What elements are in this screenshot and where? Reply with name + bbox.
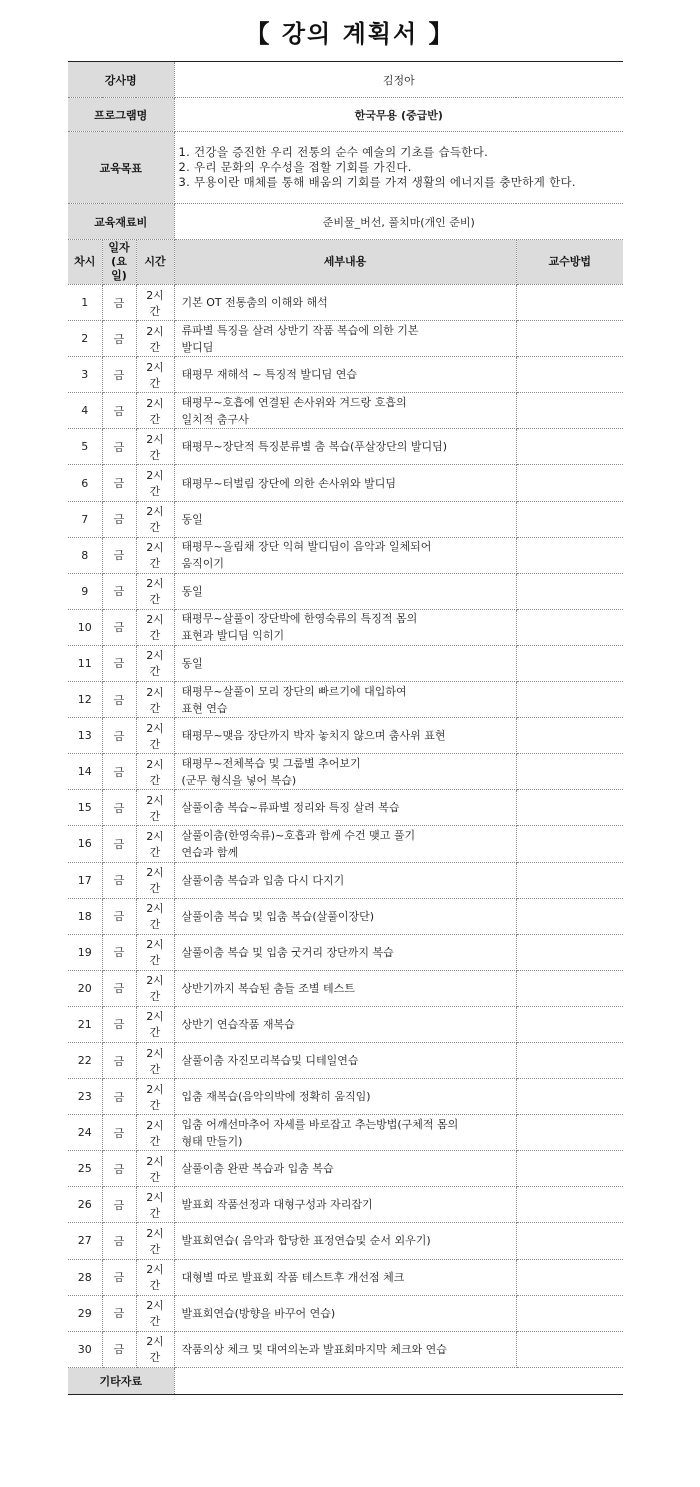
session-details — [174, 645, 516, 681]
session-time: 2시간 — [136, 429, 174, 465]
session-time: 2시간 — [136, 826, 174, 862]
session-number: 17 — [68, 862, 102, 898]
session-method — [516, 790, 623, 826]
session-day: 금 — [102, 537, 136, 573]
session-row — [68, 321, 623, 357]
details-line: 태평무~살풀이 모리 장단의 빠르기에 대입하여 — [181, 684, 407, 698]
goal-line: 2. 우리 문화의 우수성을 접할 기회를 가진다. — [178, 160, 412, 174]
session-row — [68, 609, 623, 645]
details-line: 발디딤 — [181, 340, 214, 354]
session-method — [516, 898, 623, 934]
details-line: 동일 — [181, 584, 203, 598]
details-line: 발표회연습( 음악과 합당한 표정연습및 순서 외우기) — [181, 1234, 431, 1248]
session-details — [174, 573, 516, 609]
session-number: 12 — [68, 682, 102, 718]
session-number: 8 — [68, 537, 102, 573]
session-number: 6 — [68, 465, 102, 501]
session-details — [174, 898, 516, 934]
session-method — [516, 1151, 623, 1187]
session-details — [174, 321, 516, 357]
session-number: 19 — [68, 934, 102, 970]
session-time: 2시간 — [136, 609, 174, 645]
session-number: 29 — [68, 1295, 102, 1331]
session-row — [68, 718, 623, 754]
session-method — [516, 537, 623, 573]
session-time: 2시간 — [136, 321, 174, 357]
session-details — [174, 537, 516, 573]
details-line: 류파별 특징을 살려 상반기 작품 복습에 의한 기본 — [181, 323, 419, 337]
session-details — [174, 1006, 516, 1042]
session-day: 금 — [102, 501, 136, 537]
session-day: 금 — [102, 465, 136, 501]
session-time: 2시간 — [136, 285, 174, 321]
session-time: 2시간 — [136, 357, 174, 393]
session-method — [516, 862, 623, 898]
session-day: 금 — [102, 862, 136, 898]
details-line: 태평무~장단적 특징분류별 춤 복습(푸살장단의 발디딤) — [181, 440, 448, 454]
session-day: 금 — [102, 790, 136, 826]
session-time: 2시간 — [136, 898, 174, 934]
session-number: 3 — [68, 357, 102, 393]
session-day: 금 — [102, 609, 136, 645]
column-header-row — [68, 240, 623, 285]
details-line: 태평무~올림채 장단 익혀 발디딤이 음악과 일체되어 — [181, 540, 432, 554]
session-number: 27 — [68, 1223, 102, 1259]
session-details — [174, 1295, 516, 1331]
session-details — [174, 393, 516, 429]
session-day: 금 — [102, 718, 136, 754]
program-name: 한국무용 (중급반) — [174, 98, 623, 132]
session-details — [174, 1259, 516, 1295]
details-line: 태평무~전체복습 및 그룹별 추어보기 — [181, 756, 361, 770]
session-number: 10 — [68, 609, 102, 645]
program-row — [68, 98, 623, 132]
session-day: 금 — [102, 429, 136, 465]
session-row — [68, 1259, 623, 1295]
session-row — [68, 754, 623, 790]
details-line: 표현과 발디딤 익히기 — [181, 629, 285, 643]
session-day: 금 — [102, 1187, 136, 1223]
session-row — [68, 1187, 623, 1223]
session-row — [68, 862, 623, 898]
other-materials-label: 기타자료 — [68, 1367, 174, 1394]
session-time: 2시간 — [136, 1115, 174, 1151]
session-time: 2시간 — [136, 790, 174, 826]
session-number: 21 — [68, 1006, 102, 1042]
session-method — [516, 1187, 623, 1223]
session-details — [174, 429, 516, 465]
session-number: 5 — [68, 429, 102, 465]
materials-text: 준비물_버선, 풀치마(개인 준비) — [174, 204, 623, 240]
session-row — [68, 537, 623, 573]
session-row — [68, 1151, 623, 1187]
session-time: 2시간 — [136, 1079, 174, 1115]
session-row — [68, 645, 623, 681]
session-number: 1 — [68, 285, 102, 321]
session-day: 금 — [102, 321, 136, 357]
session-time: 2시간 — [136, 573, 174, 609]
session-number: 20 — [68, 970, 102, 1006]
session-number: 23 — [68, 1079, 102, 1115]
details-line: 발표회 작품선정과 대형구성과 자리잡기 — [181, 1198, 373, 1212]
program-label: 프로그램명 — [68, 98, 174, 132]
details-line: 태평무 재해석 ~ 특징적 발디딤 연습 — [181, 368, 357, 382]
session-number: 4 — [68, 393, 102, 429]
session-method — [516, 645, 623, 681]
session-details — [174, 357, 516, 393]
session-time: 2시간 — [136, 1259, 174, 1295]
session-row — [68, 501, 623, 537]
session-details — [174, 1331, 516, 1367]
session-method — [516, 501, 623, 537]
session-details — [174, 1151, 516, 1187]
session-number: 2 — [68, 321, 102, 357]
session-method — [516, 1223, 623, 1259]
goal-line: 3. 무용이란 매체를 통해 배움의 기회를 가져 생활의 에너지를 충만하게 한다. — [178, 175, 576, 189]
session-method — [516, 573, 623, 609]
date-header — [102, 240, 136, 285]
session-day: 금 — [102, 1295, 136, 1331]
session-details — [174, 285, 516, 321]
session-number: 28 — [68, 1259, 102, 1295]
session-time: 2시간 — [136, 1295, 174, 1331]
date-header-line1: 일자 — [108, 241, 130, 254]
session-day: 금 — [102, 645, 136, 681]
session-number: 11 — [68, 645, 102, 681]
session-method — [516, 465, 623, 501]
session-row — [68, 682, 623, 718]
details-line: 표현 연습 — [181, 701, 228, 715]
session-time: 2시간 — [136, 501, 174, 537]
other-materials-row — [68, 1367, 623, 1394]
session-row — [68, 1223, 623, 1259]
session-details — [174, 501, 516, 537]
session-time: 2시간 — [136, 754, 174, 790]
details-line: 살풀이춤 복습~류파별 정리와 특징 살려 복습 — [181, 801, 400, 815]
session-row — [68, 790, 623, 826]
session-method — [516, 429, 623, 465]
session-day: 금 — [102, 934, 136, 970]
session-time: 2시간 — [136, 1151, 174, 1187]
session-row — [68, 1295, 623, 1331]
session-details — [174, 934, 516, 970]
session-row — [68, 429, 623, 465]
details-line: 발표회연습(방향을 바꾸어 연습) — [181, 1306, 336, 1320]
session-time: 2시간 — [136, 1331, 174, 1367]
session-time: 2시간 — [136, 1042, 174, 1078]
details-line: 상반기까지 복습된 춤들 조별 테스트 — [181, 981, 355, 995]
session-row — [68, 898, 623, 934]
session-method — [516, 609, 623, 645]
session-method — [516, 934, 623, 970]
document-title: 【 강의 계획서 】 — [245, 20, 455, 48]
session-day: 금 — [102, 1006, 136, 1042]
details-line: 태평무~맺음 장단까지 박자 놓치지 않으며 춤사위 표현 — [181, 729, 446, 743]
session-method — [516, 393, 623, 429]
details-line: 태평무~터벌림 장단에 의한 손사위와 발디딤 — [181, 476, 396, 490]
details-line: 움직이기 — [181, 557, 225, 571]
details-line: 입춤 재복습(음악의박에 정확히 움직임) — [181, 1090, 371, 1104]
session-number: 22 — [68, 1042, 102, 1078]
session-details — [174, 465, 516, 501]
session-row — [68, 573, 623, 609]
session-time: 2시간 — [136, 393, 174, 429]
details-line: 연습과 함께 — [181, 845, 239, 859]
session-details — [174, 826, 516, 862]
session-number: 14 — [68, 754, 102, 790]
details-line: 동일 — [181, 512, 203, 526]
session-number: 24 — [68, 1115, 102, 1151]
goals-text — [174, 132, 623, 204]
details-line: 입춤 어깨선마추어 자세를 바로잡고 추는방법(구체적 몸의 — [181, 1117, 459, 1131]
session-number: 18 — [68, 898, 102, 934]
session-number: 30 — [68, 1331, 102, 1367]
instructor-name: 김정아 — [174, 62, 623, 98]
session-day: 금 — [102, 1079, 136, 1115]
session-time: 2시간 — [136, 1223, 174, 1259]
goals-row — [68, 132, 623, 204]
session-method — [516, 1259, 623, 1295]
session-number: 15 — [68, 790, 102, 826]
session-method — [516, 321, 623, 357]
session-method — [516, 970, 623, 1006]
materials-label: 교육재료비 — [68, 204, 174, 240]
session-row — [68, 1042, 623, 1078]
session-details — [174, 1042, 516, 1078]
details-line: 살풀이춤 완판 복습과 입춤 복습 — [181, 1162, 334, 1176]
session-day: 금 — [102, 1331, 136, 1367]
details-line: 일치적 춤구사 — [181, 412, 249, 426]
details-line: 살풀이춤(한영숙류)~호흡과 함께 수건 맺고 풀기 — [181, 828, 416, 842]
session-details — [174, 970, 516, 1006]
session-method — [516, 682, 623, 718]
session-day: 금 — [102, 1259, 136, 1295]
session-method — [516, 718, 623, 754]
session-day: 금 — [102, 573, 136, 609]
lecture-plan-table — [68, 61, 623, 1395]
session-method — [516, 1042, 623, 1078]
details-header: 세부내용 — [174, 240, 516, 285]
session-number: 13 — [68, 718, 102, 754]
details-line: 대형별 따로 발표회 작품 테스트후 개선점 체크 — [181, 1270, 405, 1284]
session-details — [174, 1115, 516, 1151]
session-method — [516, 1331, 623, 1367]
session-day: 금 — [102, 393, 136, 429]
session-number: 25 — [68, 1151, 102, 1187]
session-method — [516, 1079, 623, 1115]
date-header-line2: (요일) — [111, 255, 127, 282]
session-details — [174, 1079, 516, 1115]
session-method — [516, 754, 623, 790]
session-row — [68, 357, 623, 393]
session-row — [68, 393, 623, 429]
session-details — [174, 1187, 516, 1223]
other-materials-value — [174, 1367, 623, 1394]
details-line: 기본 OT 전통춤의 이해와 해석 — [181, 296, 328, 310]
session-method — [516, 285, 623, 321]
session-time: 2시간 — [136, 537, 174, 573]
session-number: 7 — [68, 501, 102, 537]
details-line: 태평무~살풀이 장단박에 한영숙류의 특징적 몸의 — [181, 612, 418, 626]
session-row — [68, 970, 623, 1006]
details-line: 살풀이춤 복습과 입춤 다시 다지기 — [181, 873, 345, 887]
session-day: 금 — [102, 826, 136, 862]
session-method — [516, 1115, 623, 1151]
session-details — [174, 718, 516, 754]
materials-row — [68, 204, 623, 240]
session-time: 2시간 — [136, 465, 174, 501]
session-details — [174, 754, 516, 790]
goals-label: 교육목표 — [68, 132, 174, 204]
session-row — [68, 1079, 623, 1115]
session-method — [516, 1295, 623, 1331]
session-number: 9 — [68, 573, 102, 609]
session-method — [516, 826, 623, 862]
session-time: 2시간 — [136, 718, 174, 754]
details-line: 태평무~호흡에 연결된 손사위와 겨드랑 호흡의 — [181, 395, 407, 409]
session-time: 2시간 — [136, 934, 174, 970]
session-method — [516, 1006, 623, 1042]
session-day: 금 — [102, 1223, 136, 1259]
details-line: 동일 — [181, 656, 203, 670]
details-line: 상반기 연습작품 재복습 — [181, 1017, 295, 1031]
instructor-row — [68, 62, 623, 98]
goal-line: 1. 건강을 증진한 우리 전통의 순수 예술의 기초를 습득한다. — [178, 145, 489, 159]
details-line: (군무 형식을 넣어 복습) — [181, 773, 297, 787]
session-row — [68, 285, 623, 321]
session-row — [68, 1115, 623, 1151]
session-time: 2시간 — [136, 1006, 174, 1042]
details-line: 형태 만들기) — [181, 1134, 243, 1148]
session-details — [174, 682, 516, 718]
session-time: 2시간 — [136, 1187, 174, 1223]
session-row — [68, 1331, 623, 1367]
session-header: 차시 — [68, 240, 102, 285]
session-day: 금 — [102, 898, 136, 934]
session-time: 2시간 — [136, 970, 174, 1006]
session-day: 금 — [102, 1115, 136, 1151]
session-row — [68, 465, 623, 501]
session-number: 16 — [68, 826, 102, 862]
details-line: 살풀이춤 복습 및 입춤 복습(살풀이장단) — [181, 909, 375, 923]
method-header: 교수방법 — [516, 240, 623, 285]
session-details — [174, 609, 516, 645]
session-day: 금 — [102, 285, 136, 321]
details-line: 살풀이춤 복습 및 입춤 굿거리 장단까지 복습 — [181, 945, 394, 959]
session-day: 금 — [102, 970, 136, 1006]
session-day: 금 — [102, 754, 136, 790]
session-time: 2시간 — [136, 862, 174, 898]
session-day: 금 — [102, 357, 136, 393]
details-line: 살풀이춤 자진모리복습및 디테일연습 — [181, 1054, 359, 1068]
instructor-label: 강사명 — [68, 62, 174, 98]
session-time: 2시간 — [136, 645, 174, 681]
time-header: 시간 — [136, 240, 174, 285]
session-number: 26 — [68, 1187, 102, 1223]
session-row — [68, 1006, 623, 1042]
session-day: 금 — [102, 1151, 136, 1187]
session-details — [174, 862, 516, 898]
session-method — [516, 357, 623, 393]
session-day: 금 — [102, 1042, 136, 1078]
session-day: 금 — [102, 682, 136, 718]
session-row — [68, 826, 623, 862]
session-row — [68, 934, 623, 970]
session-time: 2시간 — [136, 682, 174, 718]
details-line: 작품의상 체크 및 대여의논과 발표회마지막 체크와 연습 — [181, 1342, 447, 1356]
session-details — [174, 1223, 516, 1259]
session-details — [174, 790, 516, 826]
